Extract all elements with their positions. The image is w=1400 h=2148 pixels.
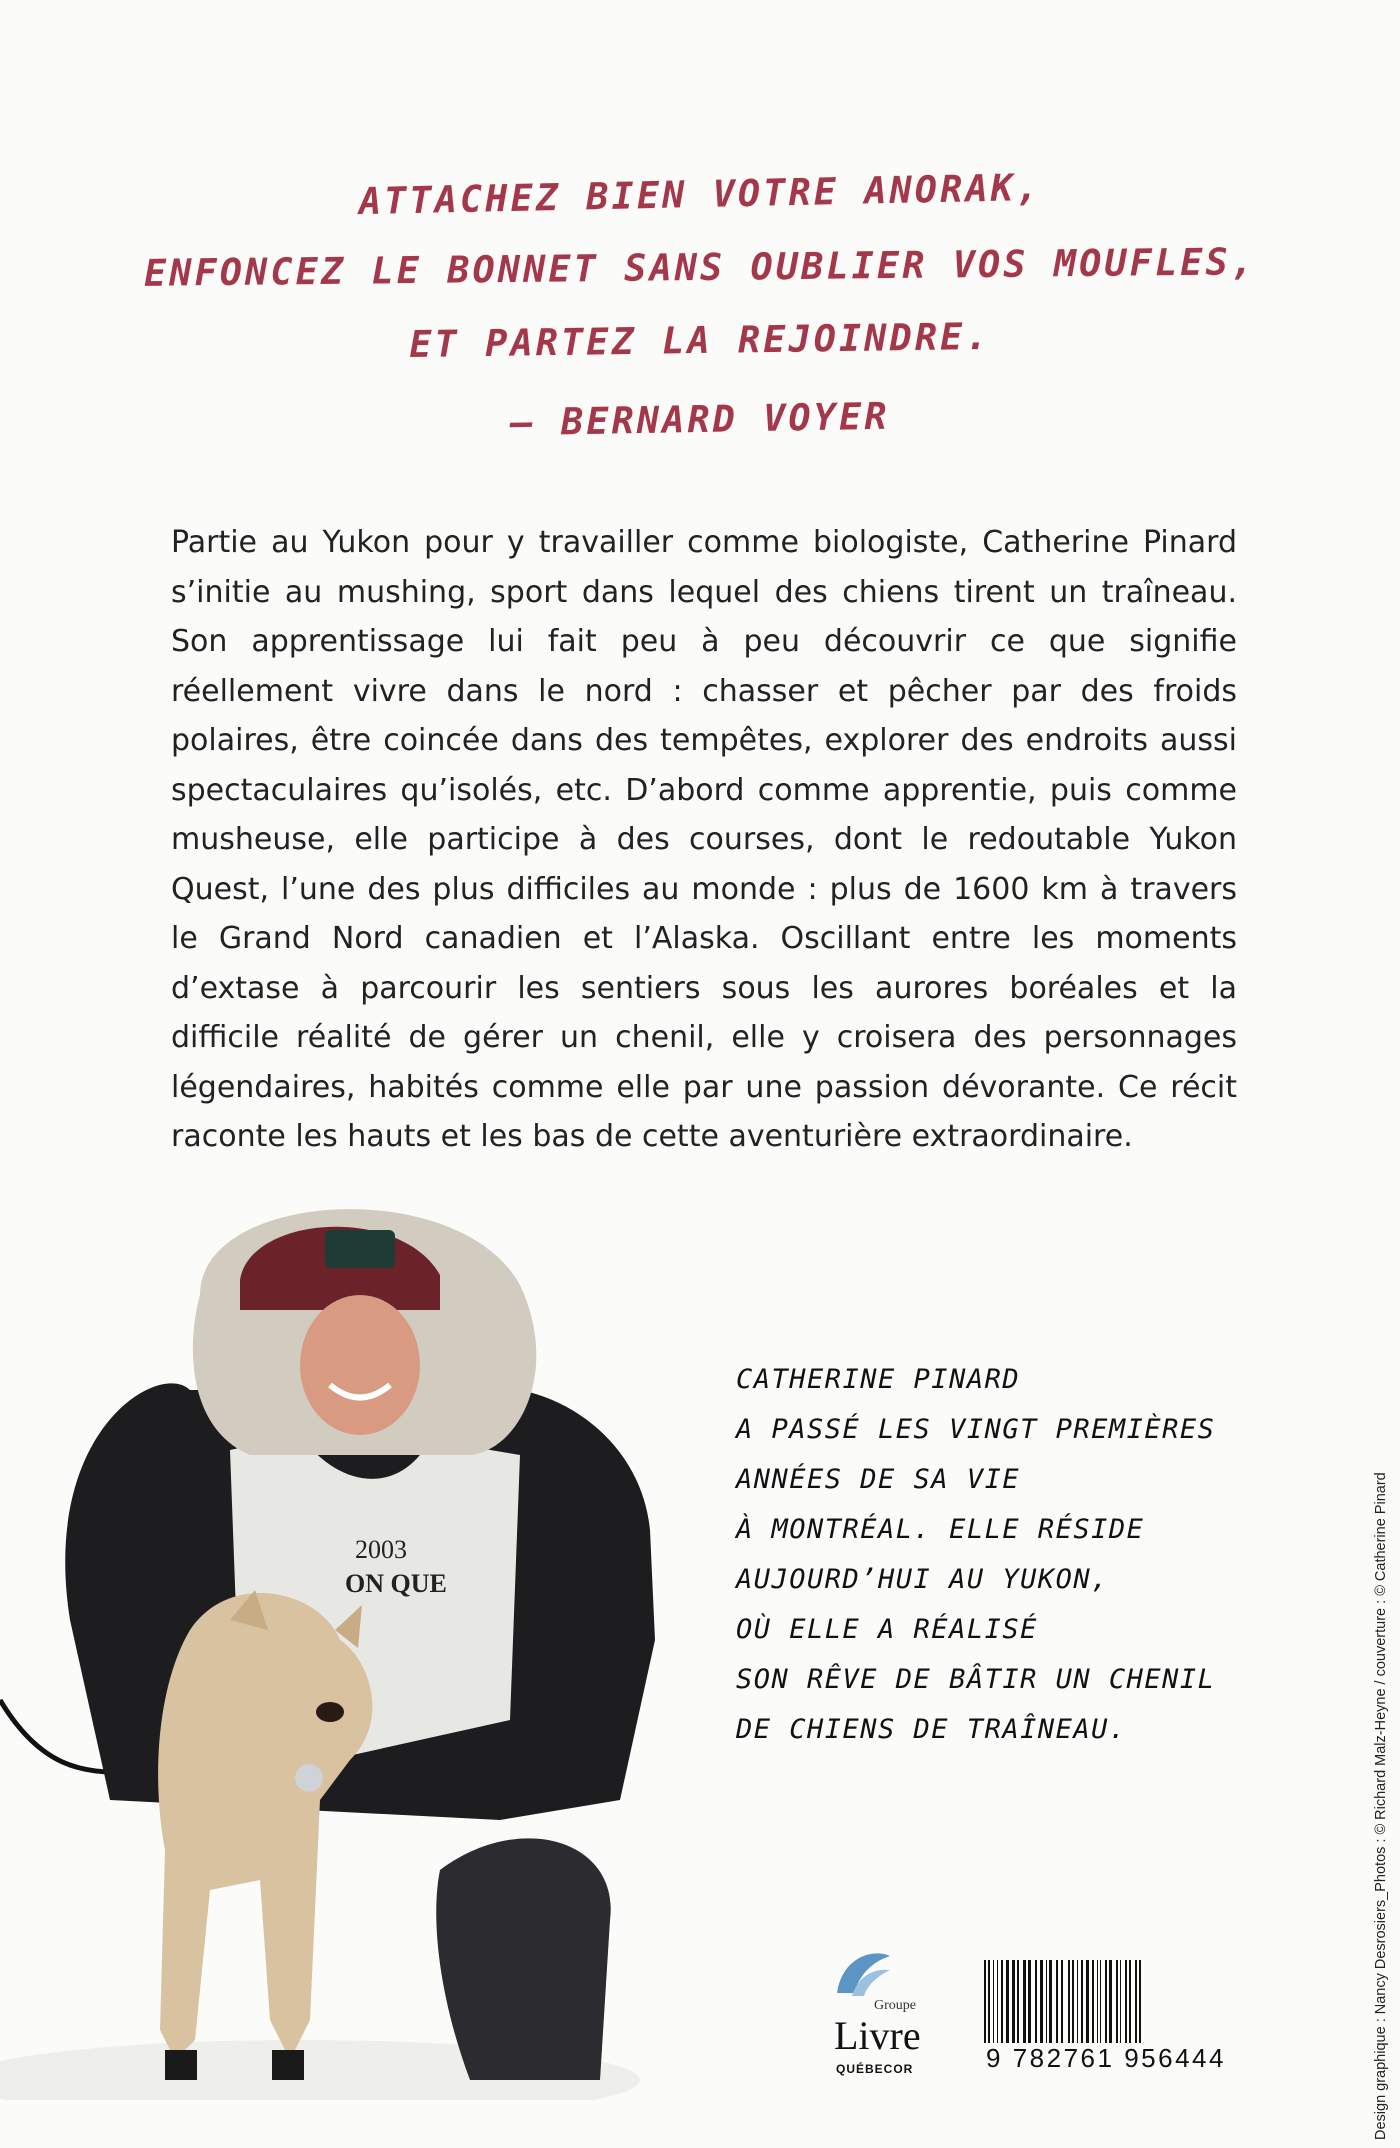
- kneeling-leg: [436, 1838, 610, 2080]
- barcode-bar: [1017, 1960, 1019, 2044]
- barcode-bar: [1109, 1960, 1112, 2044]
- sled-dog: [158, 1593, 372, 2060]
- barcode-bar: [1081, 1960, 1083, 2044]
- bio-line: À MONTRÉAL. ELLE RÉSIDE: [736, 1514, 1145, 1545]
- quote-line-1: ATTACHEZ BIEN VOTRE ANORAK,: [358, 165, 1042, 224]
- barcode-bar: [1125, 1960, 1127, 2044]
- author-photo-with-sled-dog: [0, 1200, 700, 2100]
- dog-nose: [316, 1702, 344, 1722]
- bio-line: SON RÊVE DE BÂTIR UN CHENIL: [736, 1664, 1216, 1695]
- barcode-bar: [1012, 1960, 1015, 2044]
- swirl-icon: [832, 1948, 892, 1998]
- publisher-quebecor: QUÉBECOR: [836, 2062, 914, 2076]
- barcode-bar: [1006, 1960, 1009, 2044]
- bio-line: DE CHIENS DE TRAÎNEAU.: [736, 1714, 1127, 1745]
- barcode-bar: [1092, 1960, 1094, 2044]
- dog-tag: [295, 1764, 323, 1792]
- isbn-number: 9 782761 956444: [980, 2043, 1232, 2074]
- barcode-bar: [1105, 1960, 1107, 2044]
- quote-author: – BERNARD VOYER: [510, 394, 890, 445]
- barcode-bar: [1077, 1960, 1078, 2044]
- publisher-logo: [810, 1948, 935, 2076]
- barcode-bar: [993, 1960, 994, 2044]
- epigraph-quote: [0, 158, 1400, 456]
- barcode-bar: [1116, 1960, 1118, 2044]
- barcode-bar: [1049, 1960, 1052, 2044]
- cap-badge: [325, 1230, 395, 1268]
- book-description: Partie au Yukon pour y travailler comme biologiste, Catherine Pinard s’initie au mushing, sport dans lequel des chiens tirent un traîneau. Son apprentissage lui fait peu à peu découvrir ce que signifie réellement vivre dans le nord : chasser et pêcher par des froids polaires, être coincée dans des tempêtes, explorer des endroits aussi spectaculaires qu’isolés, etc. D’abord comme apprentie, puis comme musheuse, elle participe à des courses, dont le redoutable Yukon Quest, l’une des plus difficiles au monde : plus de 1600 km à travers le Grand Nord canadien et l’Alaska. Oscillant entre les moments d’extase à parcourir les sentiers sous les aurores boréales et la difficile réalité de gérer un chenil, elle y croisera des personnages légendaires, habités comme elle par une passion dévorante. Ce récit raconte les hauts et les bas de cette aventurière extraordinaire.: [171, 525, 1237, 1154]
- bio-line: A PASSÉ LES VINGT PREMIÈRES: [736, 1414, 1216, 1445]
- barcode-bar: [1100, 1960, 1101, 2044]
- barcode-bar: [1129, 1960, 1131, 2044]
- bio-line: ANNÉES DE SA VIE: [736, 1464, 1021, 1495]
- barcode-bar: [1035, 1960, 1037, 2044]
- publisher-groupe: Groupe: [874, 1998, 916, 2013]
- barcode-bar: [1023, 1960, 1026, 2044]
- bib-year: 2003: [355, 1535, 407, 1564]
- barcode-bar: [1097, 1960, 1098, 2044]
- barcode-bar: [1001, 1960, 1003, 2044]
- bib-text: ON QUE: [345, 1569, 447, 1598]
- author-bio: [736, 1355, 1216, 1755]
- barcode-bar: [1056, 1960, 1058, 2044]
- bio-line: CATHERINE PINARD: [736, 1364, 1021, 1395]
- quote-line-3: ET PARTEZ LA REJOINDRE.: [409, 314, 991, 367]
- quote-line-2: ENFONCEZ LE BONNET SANS OUBLIER VOS MOUFLES,: [143, 240, 1257, 295]
- smiling-face: [300, 1295, 420, 1435]
- barcode-bar: [1046, 1960, 1047, 2044]
- barcode-bar: [1086, 1960, 1089, 2044]
- isbn-barcode: [980, 1960, 1232, 2095]
- barcode-bar: [1028, 1960, 1031, 2044]
- dog-bootie-right: [272, 2050, 304, 2080]
- bio-line: OÙ ELLE A RÉALISÉ: [736, 1614, 1038, 1645]
- barcode-bar: [1061, 1960, 1063, 2044]
- design-photo-credit: Design graphique : Nancy Desrosiers_Photos : © Richard Malz-Heyne / couverture : © Catherine Pinard: [1373, 1472, 1389, 2140]
- barcode-bar: [1040, 1960, 1043, 2044]
- barcode-bar: [1120, 1960, 1121, 2044]
- barcode-bar: [997, 1960, 998, 2044]
- dog-bootie-left: [165, 2050, 197, 2080]
- publisher-livre: Livre: [834, 2013, 921, 2058]
- bio-line: AUJOURD’HUI AU YUKON,: [736, 1564, 1109, 1595]
